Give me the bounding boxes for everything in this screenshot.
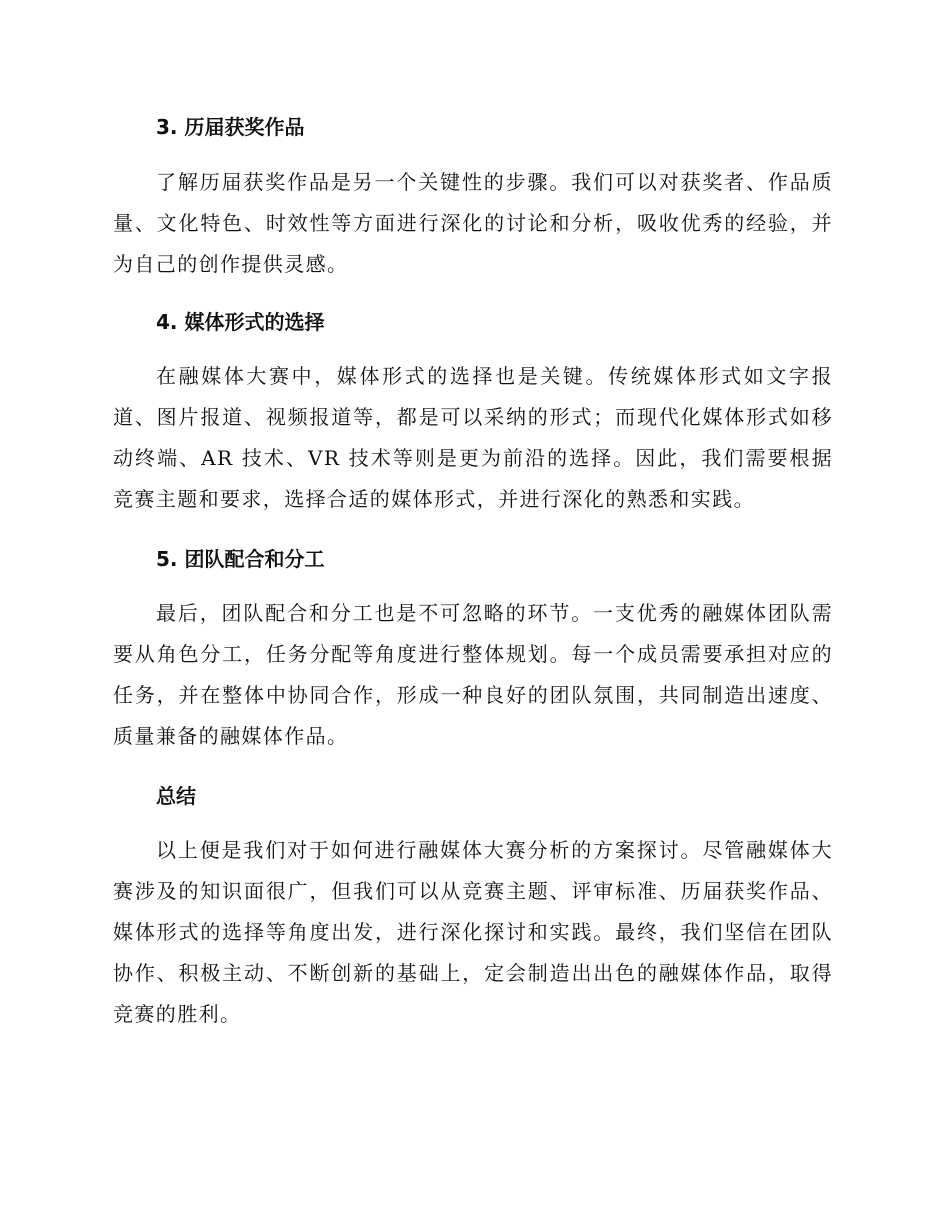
section-heading-teamwork: 5. 团队配合和分工 xyxy=(156,547,325,571)
section-paragraph-summary: 以上便是我们对于如何进行融媒体大赛分析的方案探讨。尽管融媒体大赛涉及的知识面很广，但我们可以从竞赛主题、评审标准、历届获奖作品、媒体形式的选择等角度出发，进行深化探讨和实践。最终，我们坚信在团队协作、积极主动、不断创新的基础上，定会制造出出色的融媒体作品，取得竞赛的胜利。 xyxy=(113,838,833,1026)
section-heading-media-form: 4. 媒体形式的选择 xyxy=(156,310,325,334)
section-heading-summary: 总结 xyxy=(156,784,196,808)
section-paragraph-awards: 了解历届获奖作品是另一个关键性的步骤。我们可以对获奖者、作品质量、文化特色、时效性等方面进行深化的讨论和分析，吸收优秀的经验，并为自己的创作提供灵感。 xyxy=(113,170,833,276)
section-paragraph-teamwork: 最后，团队配合和分工也是不可忽略的环节。一支优秀的融媒体团队需要从角色分工，任务分配等角度进行整体规划。每一个成员需要承担对应的任务，并在整体中协同合作，形成一种良好的团队氛围，共同制造出速度、质量兼备的融媒体作品。 xyxy=(113,601,833,748)
section-heading-awards: 3. 历届获奖作品 xyxy=(156,115,305,139)
section-paragraph-media-form: 在融媒体大赛中，媒体形式的选择也是关键。传统媒体形式如文字报道、图片报道、视频报道等，都是可以采纳的形式；而现代化媒体形式如移动终端、AR 技术、VR 技术等则是更为前沿的选择。因此，我们需要根据竞赛主题和要求，选择合适的媒体形式，并进行深化的熟悉和实践。 xyxy=(113,364,833,511)
